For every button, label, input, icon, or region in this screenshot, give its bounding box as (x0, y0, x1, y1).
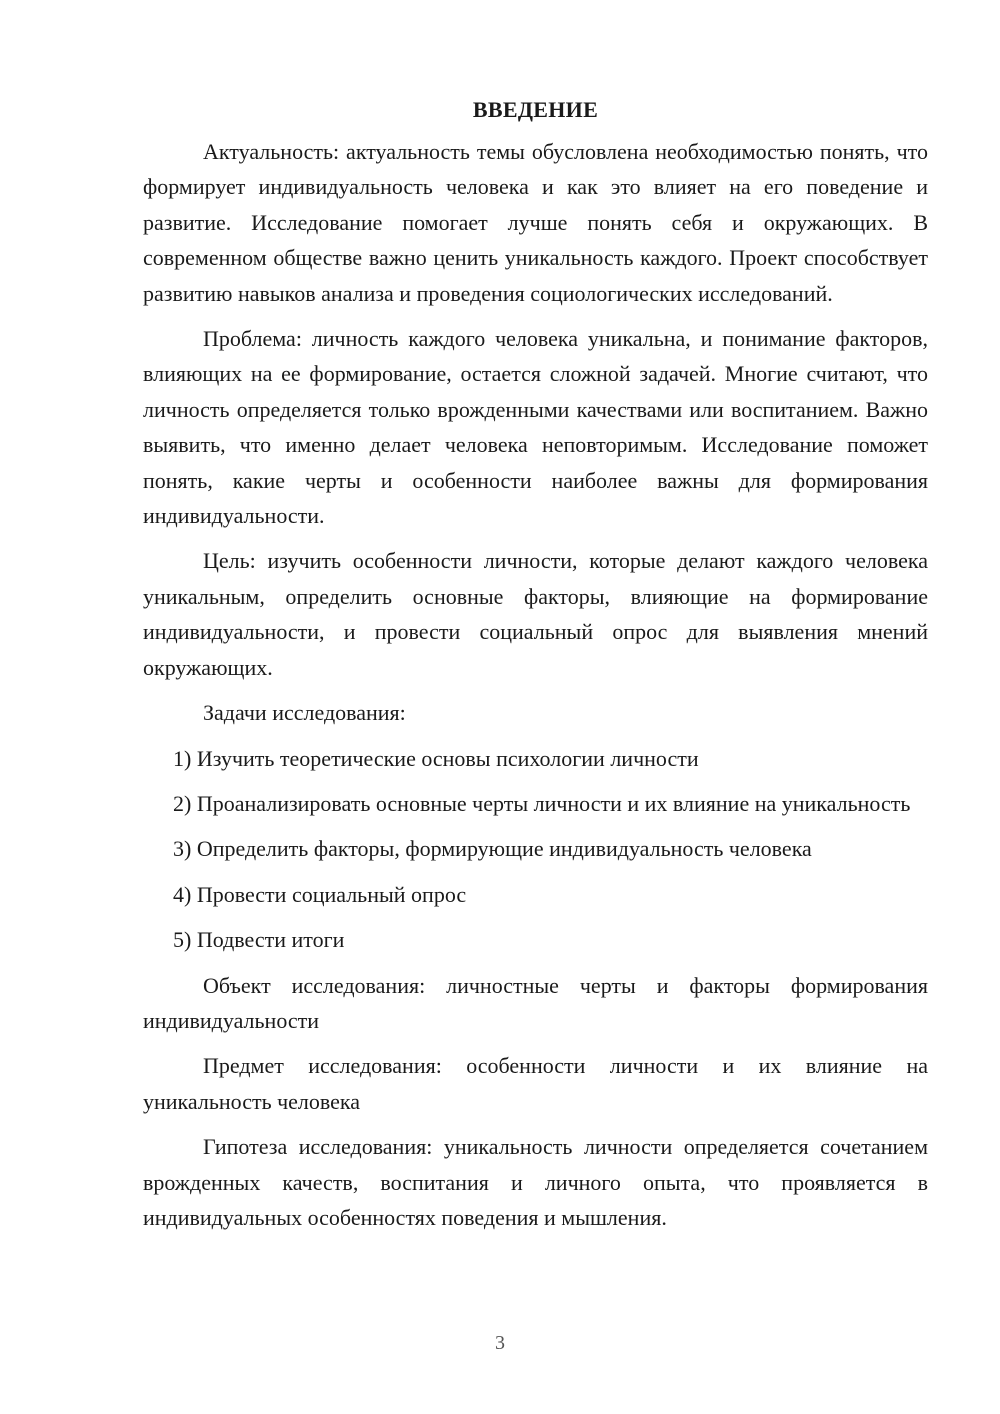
relevance-paragraph: Актуальность: актуальность темы обусловлена необходимостью понять, что формирует индивидуальность человека и как это влияет на его поведение и развитие. Исследование помогает лучше понять себя и окружающих. В современном обществе важно ценить уникальность каждого. Проект способствует развитию навыков анализа и проведения социологических исследований. (143, 139, 928, 306)
problem-paragraph: Проблема: личность каждого человека уникальна, и понимание факторов, влияющих на ее формирование, остается сложной задачей. Многие считают, что личность определяется только врожденными качествами или воспитанием. Важно выявить, что именно делает человека неповторимым. Исследование поможет понять, какие черты и особенности наиболее важны для формирования индивидуальности. (143, 326, 928, 529)
list-item: 4) Провести социальный опрос (173, 881, 467, 907)
document-body (143, 92, 928, 1245)
list-item: 3) Определить факторы, формирующие индивидуальность человека (173, 836, 812, 862)
goal-paragraph: Цель: изучить особенности личности, которые делают каждого человека уникальным, определить основные факторы, влияющие на формирование индивидуальности, и провести социальный опрос для выявления мнений окружающих. (143, 548, 928, 680)
list-item: 5) Подвести итоги (173, 927, 345, 953)
page-number: 3 (495, 1332, 505, 1354)
subject-paragraph: Предмет исследования: особенности личности и их влияние на уникальность человека (143, 1053, 928, 1114)
tasks-list (143, 741, 928, 958)
object-paragraph: Объект исследования: личностные черты и факторы формирования индивидуальности (143, 972, 928, 1033)
hypothesis-paragraph: Гипотеза исследования: уникальность личности определяется сочетанием врожденных качеств, воспитания и личного опыта, что проявляется в индивидуальных особенностях поведения и мышления. (143, 1134, 928, 1230)
list-item: 2) Проанализировать основные черты личности и их влияние на уникальность (173, 790, 911, 816)
page-title: ВВЕДЕНИЕ (472, 97, 599, 122)
list-item: 1) Изучить теоретические основы психологии личности (173, 745, 699, 771)
tasks-heading: Задачи исследования: (203, 700, 406, 726)
